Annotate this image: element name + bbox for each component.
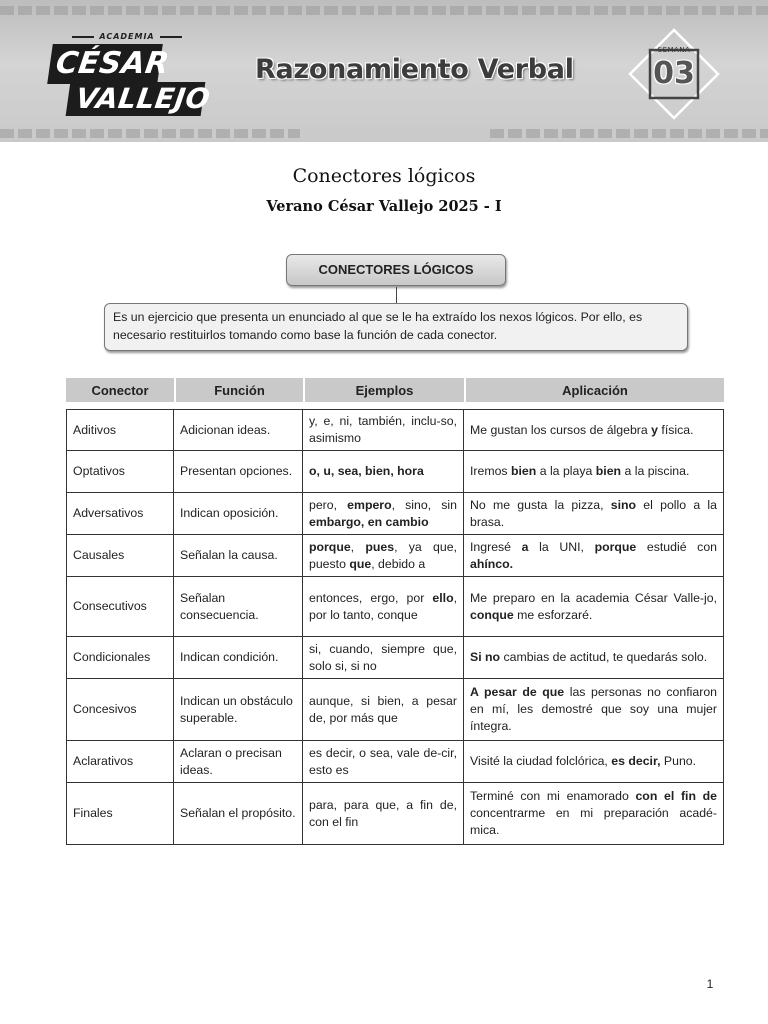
cell-funcion: Aclaran o precisan ideas. <box>174 741 303 783</box>
cell-conector: Concesivos <box>66 679 174 741</box>
bold-text-segment: con el fin de <box>635 789 717 803</box>
cell-aplicacion <box>464 741 724 783</box>
bold-text-segment: ahínco. <box>470 556 514 571</box>
cell-funcion: Adicionan ideas. <box>174 409 303 451</box>
bold-text-segment: conque <box>470 607 514 622</box>
week-badge <box>628 28 720 120</box>
course-title: Razonamiento Verbal <box>255 54 574 85</box>
bold-text-segment: bien <box>511 464 537 478</box>
bold-text-segment: sino <box>610 497 637 512</box>
decorative-pattern-bottom-left <box>0 129 300 138</box>
cell-aplicacion <box>464 493 724 535</box>
cell-ejemplos <box>303 741 464 783</box>
cell-funcion: Indican condición. <box>174 637 303 679</box>
text-segment: concentrarme en mi preparación acadé-mica. <box>470 806 717 837</box>
cell-ejemplos <box>303 451 464 493</box>
academy-logo <box>44 32 213 120</box>
text-segment: , por lo tanto, conque <box>309 590 457 622</box>
text-segment: Me gustan los cursos de álgebra <box>470 422 652 437</box>
table-row <box>66 451 724 493</box>
text-segment: y, e, ni, también, inclu-so, asimismo <box>309 414 457 445</box>
cell-ejemplos <box>303 637 464 679</box>
text-segment: las personas no confiaron en mí, les demostré que soy una mujer íntegra. <box>470 685 717 733</box>
bold-text-segment: Si no <box>470 650 501 664</box>
cell-aplicacion <box>464 679 724 741</box>
bold-text-segment: porque <box>309 539 351 554</box>
text-segment: a la playa <box>536 464 596 478</box>
text-segment: para, para que, a fin de, con el fin <box>309 797 457 829</box>
text-segment: estudié con <box>636 539 717 554</box>
week-number: 03 <box>653 56 695 91</box>
cell-conector: Adversativos <box>66 493 174 535</box>
cell-ejemplos <box>303 783 464 845</box>
bold-text-segment: ello <box>432 590 454 605</box>
cell-ejemplos <box>303 679 464 741</box>
decorative-pattern-top <box>0 6 768 15</box>
cell-funcion: Señalan la causa. <box>174 535 303 577</box>
bold-text-segment: A pesar de que <box>470 685 565 699</box>
text-segment: el pollo a la brasa. <box>470 497 717 529</box>
bold-text-segment: es decir, <box>611 754 661 768</box>
table-row <box>66 493 724 535</box>
cell-conector: Causales <box>66 535 174 577</box>
document-title: Conectores lógicos <box>292 165 476 187</box>
cell-conector: Finales <box>66 783 174 845</box>
text-segment: a la piscina. <box>621 464 690 478</box>
concept-title-box: CONECTORES LÓGICOS <box>286 254 506 286</box>
cell-funcion: Indican oposición. <box>174 493 303 535</box>
cell-aplicacion <box>464 783 724 845</box>
document-subtitle: Verano César Vallejo 2025 - I <box>266 198 502 215</box>
bold-text-segment: y <box>651 422 658 437</box>
table-row <box>66 783 724 845</box>
cell-aplicacion <box>464 451 724 493</box>
text-segment: pero, <box>309 497 348 512</box>
table-row <box>66 741 724 783</box>
header-conector: Conector <box>66 378 174 402</box>
cell-aplicacion <box>464 637 724 679</box>
text-segment: la UNI, <box>528 539 595 554</box>
cell-funcion: Presentan opciones. <box>174 451 303 493</box>
table-row <box>66 409 724 451</box>
text-segment: , ya que, puesto <box>309 539 457 571</box>
bold-text-segment: o, u, sea, bien, hora <box>309 464 424 478</box>
header-aplicacion: Aplicación <box>464 378 724 402</box>
cell-conector: Aditivos <box>66 409 174 451</box>
cell-aplicacion <box>464 409 724 451</box>
logo-cesar-text: CÉSAR <box>47 44 163 84</box>
text-segment: Me preparo en la academia César Valle-jo, <box>470 590 717 605</box>
bold-text-segment: bien <box>595 464 622 478</box>
text-segment: , debido a <box>371 556 426 571</box>
table-row <box>66 577 724 637</box>
cell-ejemplos <box>303 577 464 637</box>
text-segment: física. <box>657 422 694 437</box>
text-segment: entonces, ergo, por <box>309 590 433 605</box>
cell-funcion: Indican un obstáculo superable. <box>174 679 303 741</box>
cell-conector: Consecutivos <box>66 577 174 637</box>
text-segment: Ingresé <box>470 539 522 554</box>
bold-text-segment: que <box>349 556 372 571</box>
cell-aplicacion <box>464 577 724 637</box>
header-banner <box>0 0 768 142</box>
cell-funcion: Señalan el propósito. <box>174 783 303 845</box>
text-segment: Visité la ciudad folclórica, <box>470 754 612 768</box>
bold-text-segment: porque <box>594 539 637 554</box>
page-number: 1 <box>706 977 714 991</box>
cell-conector: Aclarativos <box>66 741 174 783</box>
cell-ejemplos <box>303 535 464 577</box>
table-row <box>66 637 724 679</box>
cell-aplicacion <box>464 535 724 577</box>
concept-connector-line <box>396 287 397 304</box>
cell-conector: Optativos <box>66 451 174 493</box>
text-segment: es decir, o sea, vale de-cir, esto es <box>309 745 457 777</box>
text-segment: Iremos <box>470 464 511 478</box>
text-segment: , sino, sin <box>391 497 457 512</box>
table-body <box>66 409 724 845</box>
text-segment: Puno. <box>660 754 697 768</box>
text-segment: Terminé con mi enamorado <box>470 789 636 803</box>
concept-definition-box: Es un ejercicio que presenta un enunciado al que se le ha extraído los nexos lógicos. Por ello, es necesario restituirlos tomando como base la función de cada conector. <box>104 303 688 351</box>
bold-text-segment: empero <box>347 497 392 512</box>
table-header-row <box>66 378 724 402</box>
table-row <box>66 679 724 741</box>
cell-conector: Condicionales <box>66 637 174 679</box>
bold-text-segment: pues <box>365 539 395 554</box>
text-segment: No me gusta la pizza, <box>470 497 611 512</box>
table-row <box>66 535 724 577</box>
cell-ejemplos <box>303 409 464 451</box>
connectors-table <box>66 378 724 845</box>
bold-text-segment: embargo, en cambio <box>309 514 429 529</box>
text-segment: cambias de actitud, te quedarás solo. <box>500 650 708 664</box>
logo-academia-text: ACADEMIA <box>62 32 192 41</box>
bold-text-segment: a <box>521 539 529 554</box>
text-segment: si, cuando, siempre que, solo si, si no <box>309 641 457 673</box>
text-segment: , <box>350 539 366 554</box>
logo-vallejo-text: VALLEJO <box>66 82 206 116</box>
header-ejemplos: Ejemplos <box>303 378 464 402</box>
text-segment: aunque, si bien, a pesar de, por más que <box>309 693 457 725</box>
decorative-pattern-bottom-right <box>490 129 768 138</box>
week-label: SEMANA <box>657 46 691 54</box>
header-funcion: Función <box>174 378 303 402</box>
cell-ejemplos <box>303 493 464 535</box>
text-segment: me esforzaré. <box>513 607 593 622</box>
cell-funcion: Señalan consecuencia. <box>174 577 303 637</box>
